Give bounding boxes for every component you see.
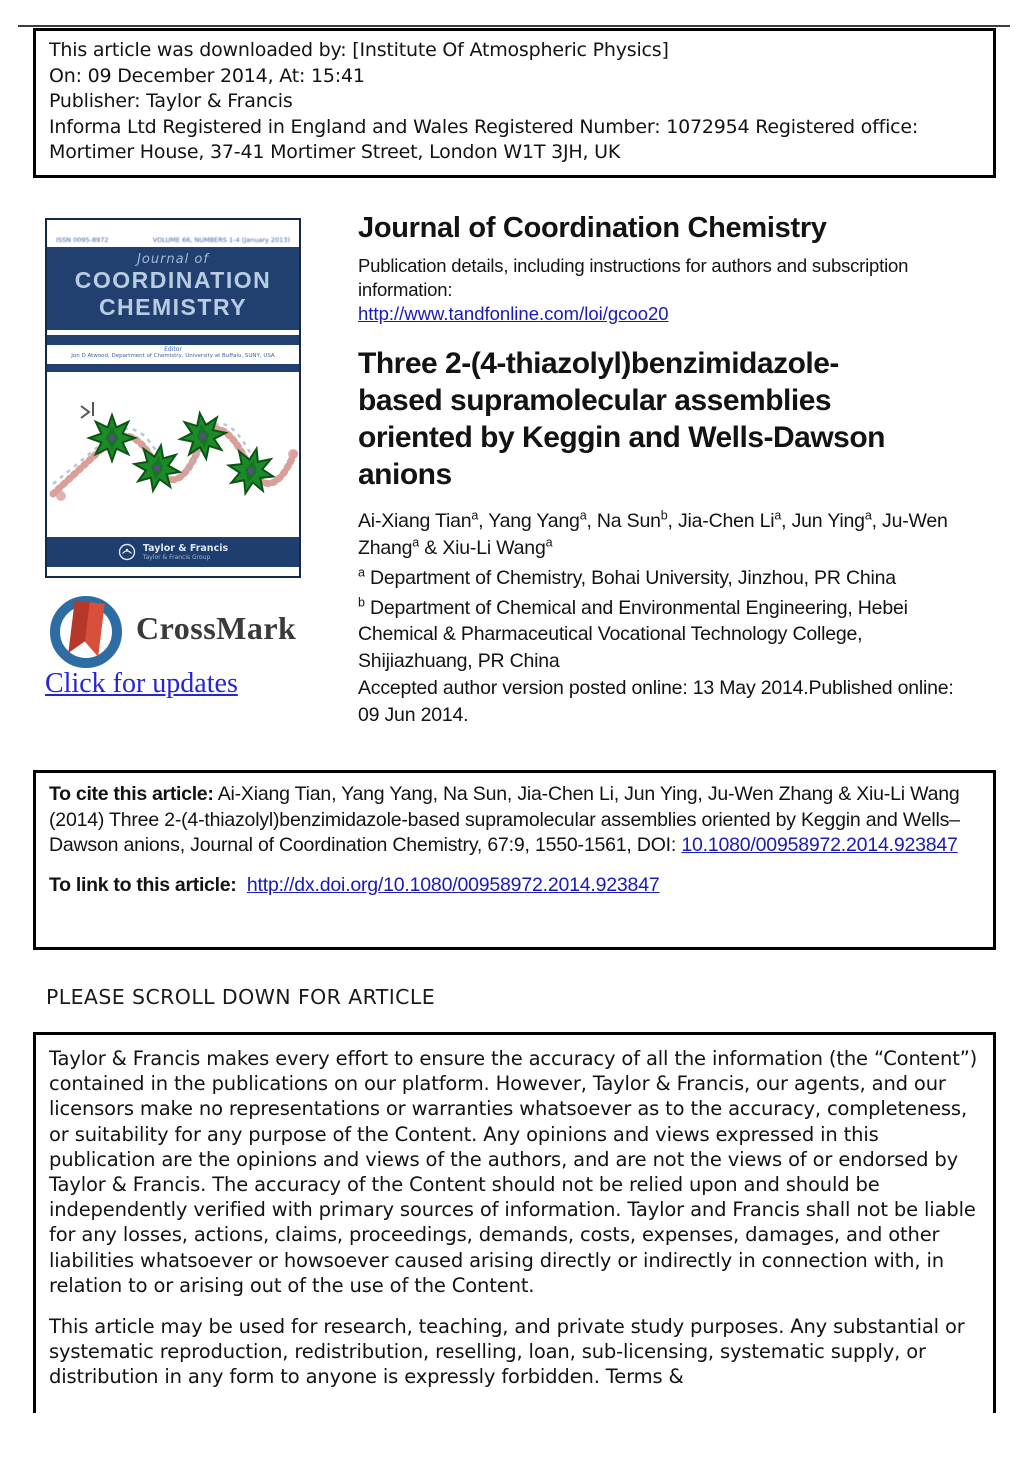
taylor-francis-emblem-icon (118, 543, 136, 561)
article-title-line: based supramolecular assemblies (358, 384, 832, 417)
cover-masthead-coordination: COORDINATION (74, 267, 272, 293)
cite-text: Ai-Xiang Tian, Yang Yang, Na Sun, Jia-Chen Li, Jun Ying, Ju-Wen Zhang & Xiu-Li Wang (2014) Three 2-(4-thiazolyl)benzimidazole-based supramolecular assemblies oriented by Keggin and Wells–Dawson anions, Journal of Coordination Chemistry, 67:9, 1550-1561, DOI: (49, 783, 960, 856)
cover-issn-volume-strip (47, 220, 299, 247)
cite-paragraph (49, 782, 980, 859)
cover-publisher-band (47, 537, 299, 567)
cover-editor-label: Editor (164, 346, 182, 353)
article-title-line: oriented by Keggin and Wells-Dawson (358, 421, 886, 454)
cover-stripe (47, 335, 299, 345)
publisher-line: Publisher: Taylor & Francis (49, 90, 293, 112)
citation-box (33, 770, 996, 950)
cover-publisher-tagline: Taylor & Francis Group (142, 553, 211, 561)
crossmark-logo-icon[interactable] (45, 591, 127, 673)
article-title-line: Three 2-(4-thiazolyl)benzimidazole- (358, 347, 839, 380)
scroll-down-notice: PLEASE SCROLL DOWN FOR ARTICLE (46, 985, 436, 1009)
cover-stripe (47, 364, 299, 372)
journal-cover-image (45, 218, 301, 578)
disclaimer-box (33, 1032, 996, 1413)
download-date-line: On: 09 December 2014, At: 15:41 (49, 64, 365, 87)
cover-editor-block (47, 345, 299, 364)
affiliation-a: $^a$ Department of Chemistry, Bohai University, Jinzhou, PR China (358, 565, 896, 589)
article-title (358, 345, 976, 493)
author-list: Ai-Xiang Tian$^a$, Yang Yang$^a$, Na Sun$^b$, Jia-Chen Li$^a$, Jun Ying$^a$, Ju-Wen Zhang$^a$ & Xiu-Li Wang$^a$ (358, 508, 948, 559)
click-for-updates-link[interactable]: Click for updates (45, 668, 238, 699)
cover-bottom-margin (47, 567, 299, 576)
download-info-box (33, 28, 996, 178)
crossmark-label: CrossMark (136, 610, 297, 646)
cover-publisher-name: Taylor & Francis (142, 542, 229, 554)
molecule-illustration (47, 372, 299, 537)
cover-masthead-journal-of: Journal of (137, 252, 209, 267)
article-header (358, 212, 976, 728)
disclaimer-paragraph-1: Taylor & Francis makes every effort to ensure the accuracy of all the information (the “Content”) contained in the publications on our platform. However, Taylor & Francis, our agents, and our licensors make no representations or warranties whatsoever as to the accuracy, completeness, or suitability for any purpose of the Content. Any opinions and views expressed in this publication are the opinions and views of the authors, and are not the views of or endorsed by Taylor & Francis. The accuracy of the Content should not be relied upon and should be independently verified with primary sources of information. Taylor and Francis shall not be liable for any losses, actions, claims, proceedings, demands, costs, expenses, damages, and other liabilities whatsoever or howsoever caused arising directly or indirectly in connection with, in relation to or arising out of the use of the Content. (49, 1047, 978, 1297)
link-label: To link to this article: (49, 873, 237, 896)
cover-masthead (47, 247, 299, 330)
link-paragraph (49, 873, 980, 899)
cover-masthead-chemistry: CHEMISTRY (98, 294, 248, 320)
publication-history: Accepted author version posted online: 13 May 2014.Published online: 09 Jun 2014. (358, 677, 954, 726)
cite-label: To cite this article: (49, 783, 214, 805)
article-title-line: anions (358, 458, 452, 491)
cover-volume: VOLUME 66, NUMBERS 1-4 (January 2013) (152, 236, 290, 244)
cover-editor-line: Jon D Atwood, Department of Chemistry, University at Buffalo, SUNY, USA (71, 353, 275, 359)
downloaded-by-line: This article was downloaded by: [Institute Of Atmospheric Physics] (49, 39, 669, 61)
dx-doi-link[interactable]: http://dx.doi.org/10.1080/00958972.2014.923847 (246, 873, 660, 896)
cover-issn: ISSN 0095-8972 (56, 236, 109, 244)
journal-url-link[interactable]: http://www.tandfonline.com/loi/gcoo20 (358, 303, 669, 324)
journal-title: Journal of Coordination Chemistry (358, 212, 827, 244)
doi-link[interactable]: 10.1080/00958972.2014.923847 (681, 834, 958, 856)
publication-details: Publication details, including instructions for authors and subscription information: (358, 255, 909, 300)
disclaimer-paragraph-2: This article may be used for research, teaching, and private study purposes. Any substantial or systematic reproduction, redistribution, reselling, loan, sub-licensing, systematic supply, or distribution in any form to anyone is expressly forbidden. Terms & (49, 1315, 965, 1389)
cover-molecular-structure-art (47, 372, 299, 537)
affiliation-b: $^b$ Department of Chemical and Environmental Engineering, Hebei Chemical & Pharmaceutical Vocational Technology College, Shijiazhuang, PR China (358, 595, 908, 672)
informa-registration-line: Informa Ltd Registered in England and Wales Registered Number: 1072954 Registered office: Mortimer House, 37-41 Mortimer Street, London W1T 3JH, UK (49, 115, 919, 163)
top-divider-line (18, 25, 1010, 27)
